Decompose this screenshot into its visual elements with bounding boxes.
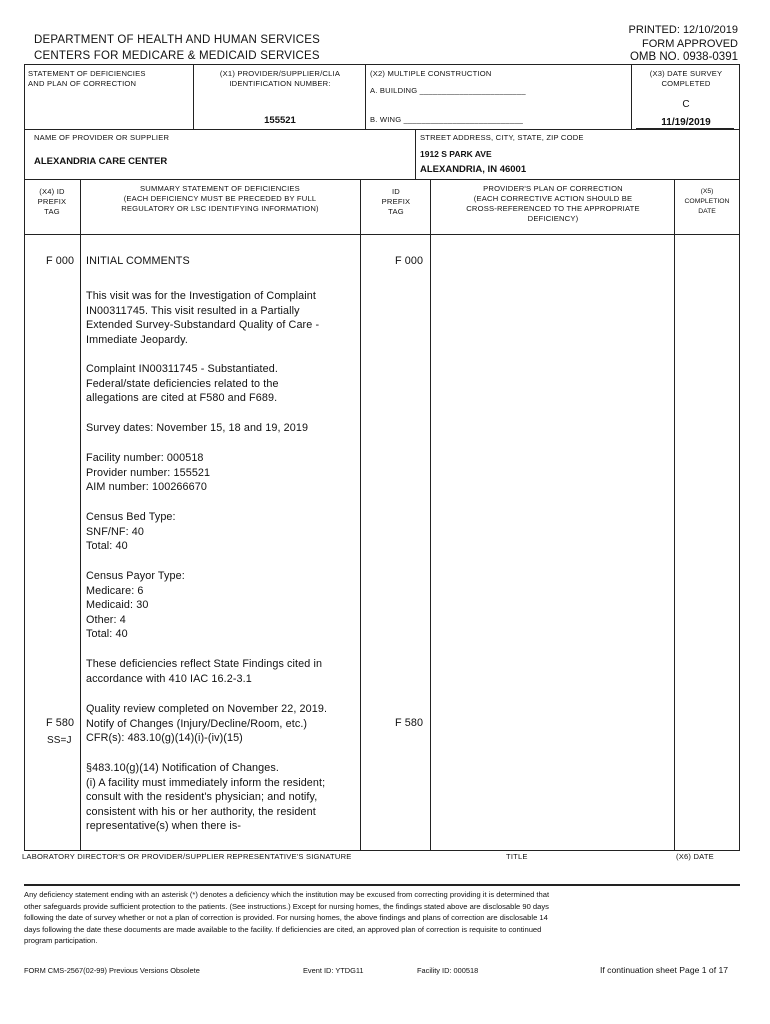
paragraph-visit: This visit was for the Investigation of Complaint IN00311745. This visit resulted in a Partially Extended Survey-Substandard Quality of Care - Immediate Jeopardy. <box>86 290 320 346</box>
paragraph-census-bed: Census Bed Type: SNF/NF: 40 Total: 40 <box>86 511 176 553</box>
disclaimer: Any deficiency statement ending with an asterisk (*) denotes a deficiency which the institution may be excused from correcting providing it is determined that other safeguards provide sufficient protection to the patients. (See instructions.) Except for nursing homes, the findings stated above are disclosable 90 days following the date of survey whether or not a plan of correction is provided. For nursing homes, the above findings and plans of correction are disclosable 14 days following the date these documents are made available to the facility. If deficiencies are cited, an approved plan of correction is requisite to continued program participation. <box>24 890 550 945</box>
agency-line-1: DEPARTMENT OF HEALTH AND HUMAN SERVICES <box>34 34 320 46</box>
paragraph-survey-dates: Survey dates: November 15, 18 and 19, 2019 <box>86 422 309 434</box>
printed-date: PRINTED: 12/10/2019 <box>628 24 738 36</box>
provider-name-label: NAME OF PROVIDER OR SUPPLIER <box>34 133 170 142</box>
tag-f000-left: F 000 <box>46 255 75 267</box>
summary-header: SUMMARY STATEMENT OF DEFICIENCIES (EACH DEFICIENCY MUST BE PRECEDED BY FULL REGULATORY OR LSC IDENTIFYING INFORMATION) <box>121 184 319 213</box>
tag-f580-right: F 580 <box>395 717 424 729</box>
street-address: 1912 S PARK AVE <box>420 149 492 159</box>
event-id: Event ID: YTDG11 <box>303 966 364 975</box>
initial-comments-heading: INITIAL COMMENTS <box>86 255 190 267</box>
signature-label: LABORATORY DIRECTOR'S OR PROVIDER/SUPPLIER REPRESENTATIVE'S SIGNATURE <box>22 852 352 861</box>
tag-f000-right: F 000 <box>395 255 424 267</box>
survey-completed-date: 11/19/2019 <box>661 117 711 128</box>
title-label: TITLE <box>506 852 528 861</box>
paragraph-census-payor: Census Payor Type: Medicare: 6 Medicaid: 30 Other: 4 Total: 40 <box>86 570 185 641</box>
omb-number: OMB NO. 0938-0391 <box>629 51 738 63</box>
wing-field: B. WING ___________________________ <box>370 115 524 124</box>
date-label: (X6) DATE <box>676 852 714 861</box>
statement-label: STATEMENT OF DEFICIENCIES AND PLAN OF CORRECTION <box>28 69 146 88</box>
page-indicator: If continuation sheet Page 1 of 17 <box>600 965 729 975</box>
paragraph-notification: §483.10(g)(14) Notification of Changes. (i) A facility must immediately inform the resident; consult with the resident's physician; and notify, consistent with his or her authority, the resident representative(s) when there is- <box>86 762 326 833</box>
agency-header <box>34 32 320 64</box>
address-label: STREET ADDRESS, CITY, STATE, ZIP CODE <box>420 133 584 142</box>
form-approved: FORM APPROVED <box>642 37 738 50</box>
scope-severity: SS=J <box>47 735 72 746</box>
x5-header: (X5) COMPLETION DATE <box>684 188 730 215</box>
paragraph-state-findings: These deficiencies reflect State Findings cited in accordance with 410 IAC 16.2-3.1 <box>86 658 323 685</box>
x3-code: C <box>682 99 690 110</box>
paragraph-numbers: Facility number: 000518 Provider number: 155521 AIM number: 100266670 <box>86 452 211 494</box>
x2-label: (X2) MULTIPLE CONSTRUCTION <box>370 69 492 78</box>
provider-id-value: 155521 <box>264 115 296 126</box>
x3-label: (X3) DATE SURVEY COMPLETED <box>649 69 723 88</box>
id-prefix-header: ID PREFIX TAG <box>381 187 411 216</box>
tag-f580-left: F 580 <box>46 717 75 729</box>
building-field: A. BUILDING ________________________ <box>370 86 526 95</box>
paragraph-complaint: Complaint IN00311745 - Substantiated. Federal/state deficiencies related to the allegations are cited at F580 and F689. <box>86 363 279 405</box>
city-state-zip: ALEXANDRIA, IN 46001 <box>420 164 527 175</box>
x1-label: (X1) PROVIDER/SUPPLIER/CLIA IDENTIFICATION NUMBER: <box>219 69 341 88</box>
form-status-header <box>629 24 738 65</box>
x4-header: (X4) ID PREFIX TAG <box>37 187 67 216</box>
paragraph-quality-review: Quality review completed on November 22, 2019. Notify of Changes (Injury/Decline/Room, etc.) CFR(s): 483.10(g)(14)(i)-(iv)(15) <box>86 703 328 745</box>
facility-id: Facility ID: 000518 <box>417 966 479 975</box>
plan-header: PROVIDER'S PLAN OF CORRECTION (EACH CORRECTIVE ACTION SHOULD BE CROSS-REFERENCED TO THE APPROPRIATE DEFICIENCY) <box>466 184 640 223</box>
agency-line-2: CENTERS FOR MEDICARE & MEDICAID SERVICES <box>34 50 320 62</box>
provider-name: ALEXANDRIA CARE CENTER <box>34 156 168 167</box>
form-number: FORM CMS-2567(02-99) Previous Versions Obsolete <box>24 966 200 975</box>
